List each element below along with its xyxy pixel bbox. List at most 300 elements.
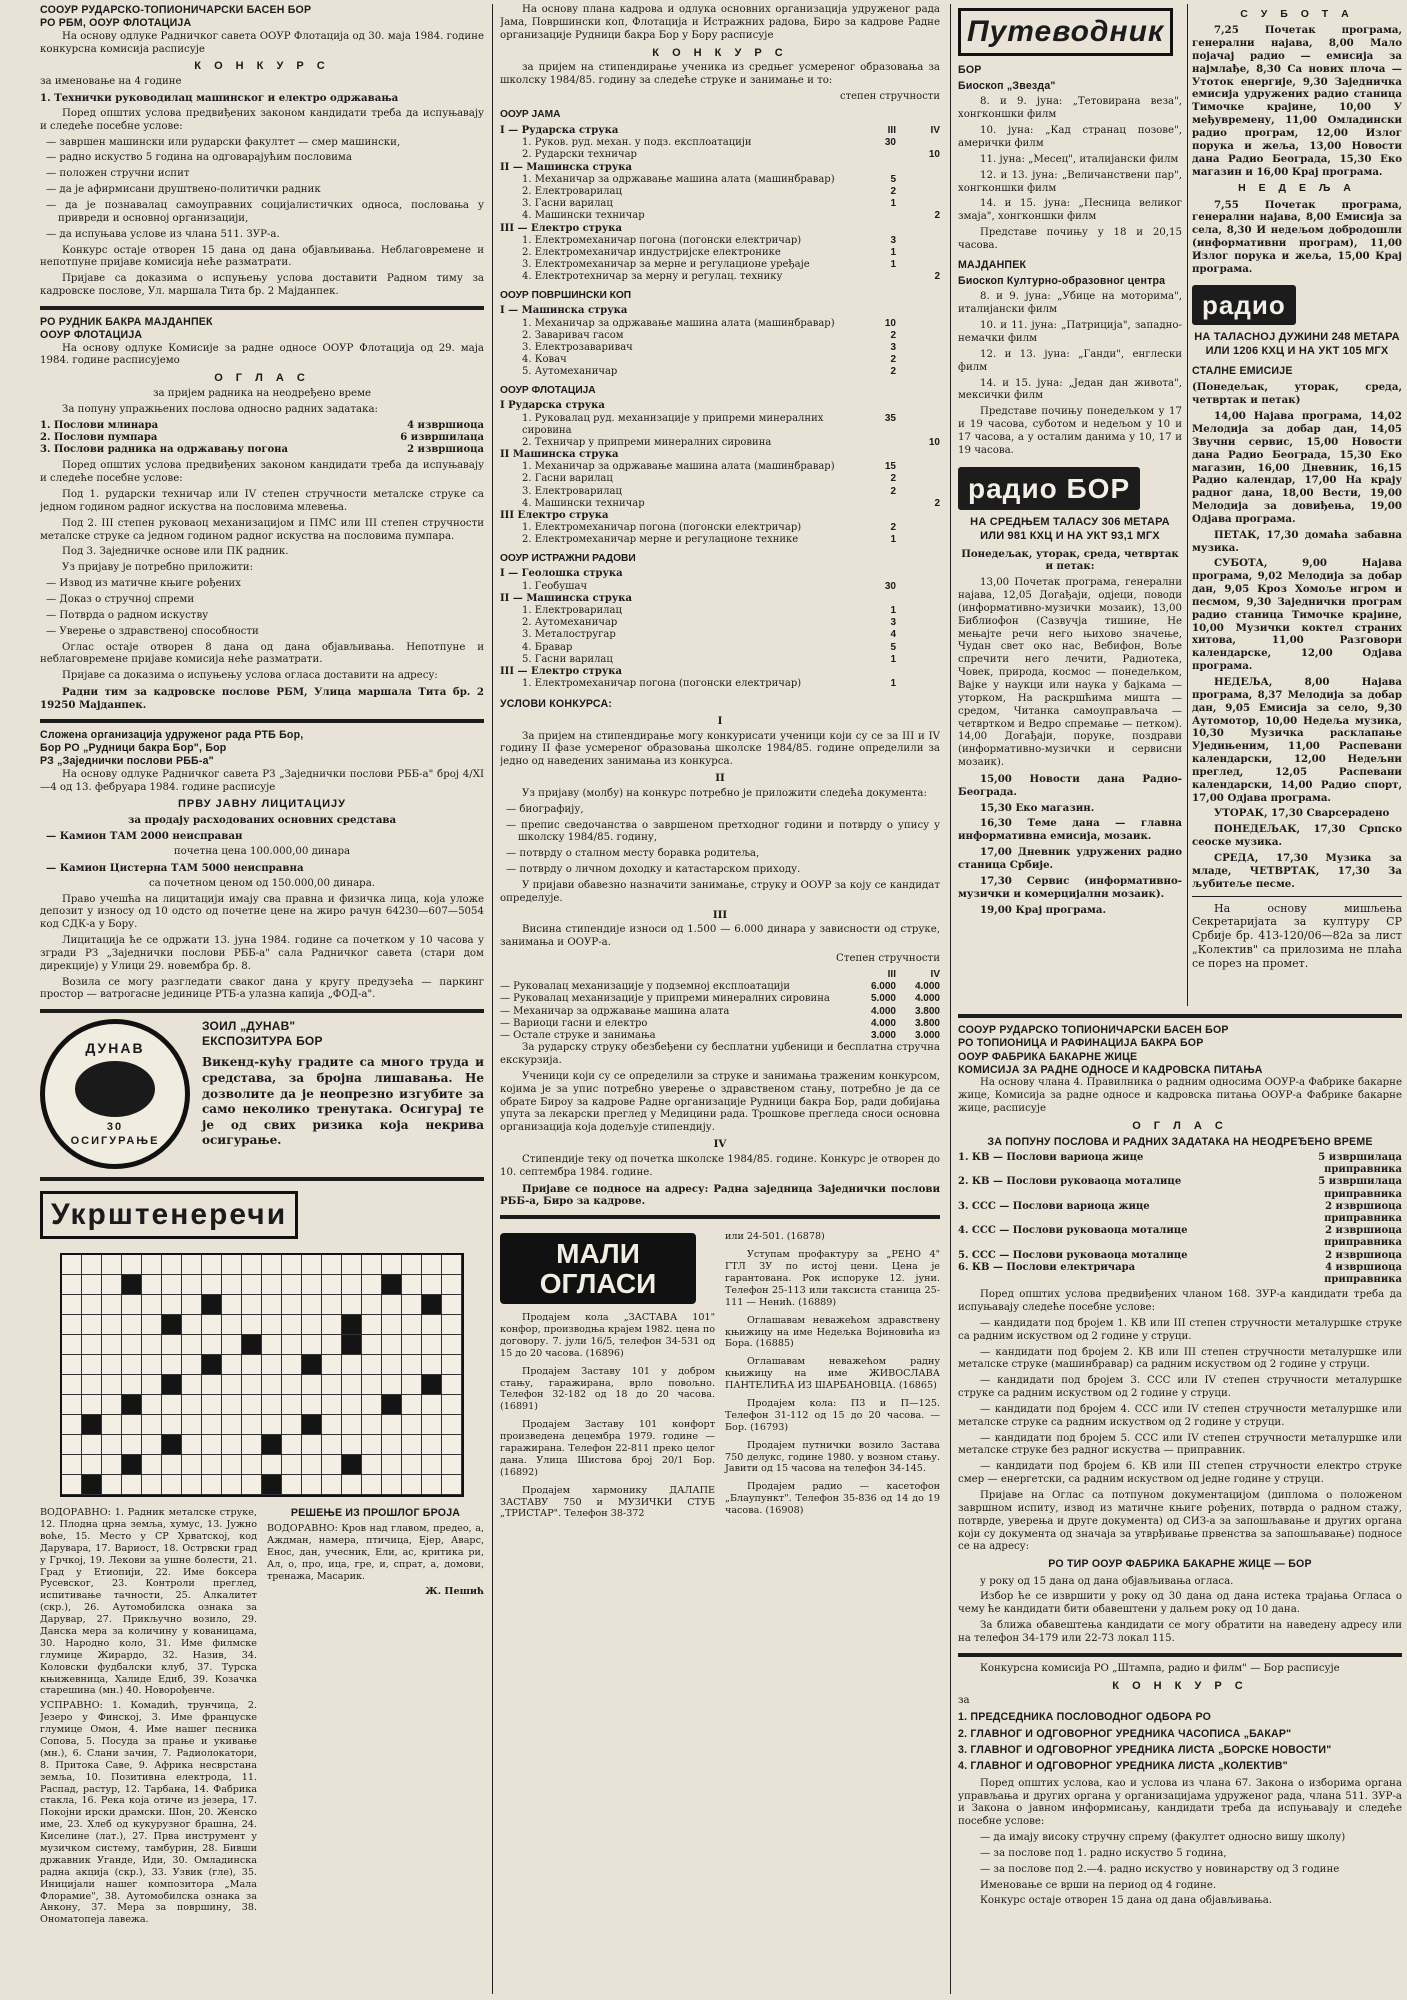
crossword-cell[interactable] (102, 1335, 122, 1355)
position-name: 3. Послови радника на одржавању погона (40, 444, 288, 456)
crossword-cell[interactable] (362, 1275, 382, 1295)
crossword-cell[interactable] (422, 1275, 442, 1295)
ad-position: 4. ГЛАВНОГ И ОДГОВОРНОГ УРЕДНИКА ЛИСТА „КОЛЕКТИВ" (958, 1760, 1288, 1773)
crossword-cell[interactable] (62, 1255, 82, 1275)
crossword-cell[interactable] (422, 1335, 442, 1355)
crossword-cell[interactable] (302, 1455, 322, 1475)
crossword-cell[interactable] (202, 1375, 222, 1395)
crossword-cell[interactable] (182, 1395, 202, 1415)
crossword-cell[interactable] (282, 1475, 302, 1495)
crossword-cell[interactable] (302, 1435, 322, 1455)
crossword-banner: Укрштенеречи (40, 1191, 298, 1239)
crossword-cell[interactable] (82, 1455, 102, 1475)
ad-text: Викенд-кућу градите са много труда и средстава, за бројна лишавања. Не дозволите да је неопрезно изгубите за само неколико тренутака. Осигурај те је од свих ризика која некрива осигурање. (202, 1055, 484, 1148)
crossword-cell[interactable] (162, 1295, 182, 1315)
column-rule (1187, 4, 1188, 1006)
trade-name: 1. Руков. руд. механ. у подз. експлоатацији (522, 137, 752, 149)
crossword-cell[interactable] (82, 1335, 102, 1355)
crossword-cell[interactable] (362, 1475, 382, 1495)
crossword-cell[interactable] (282, 1275, 302, 1295)
crossword-cell[interactable] (442, 1455, 462, 1475)
crossword-cell[interactable] (422, 1355, 442, 1375)
stipend-value: 4.000 (914, 981, 940, 993)
count-iv (896, 581, 940, 593)
crossword-cell[interactable] (162, 1395, 182, 1415)
crossword-cell[interactable] (142, 1455, 162, 1475)
crossword-cell[interactable] (62, 1335, 82, 1355)
crossword-cell[interactable] (342, 1375, 362, 1395)
crossword-cell[interactable] (102, 1295, 122, 1315)
crossword-cell[interactable] (142, 1415, 162, 1435)
radio-bor-logo: радио БОР (958, 467, 1140, 510)
table-row (500, 654, 940, 666)
crossword-cell[interactable] (382, 1375, 402, 1395)
group-table (500, 593, 940, 666)
crossword-cell[interactable] (342, 1355, 362, 1375)
crossword-cell[interactable] (402, 1475, 422, 1495)
crossword-cell[interactable] (442, 1375, 462, 1395)
crossword-cell[interactable] (322, 1455, 342, 1475)
crossword-cell[interactable] (62, 1475, 82, 1495)
crossword-cell[interactable] (82, 1315, 102, 1335)
crossword-cell[interactable] (422, 1455, 442, 1475)
crossword-cell[interactable] (102, 1435, 122, 1455)
crossword-cell[interactable] (142, 1475, 162, 1495)
crossword-cell[interactable] (362, 1255, 382, 1275)
crossword-cell[interactable] (382, 1295, 402, 1315)
crossword-cell[interactable] (442, 1395, 462, 1415)
crossword-cell[interactable] (62, 1455, 82, 1475)
count-iii: 2 (890, 522, 896, 534)
crossword-cell[interactable] (182, 1435, 202, 1455)
crossword-cell[interactable] (362, 1435, 382, 1455)
crossword-cell[interactable] (242, 1375, 262, 1395)
crossword-cell[interactable] (202, 1435, 222, 1455)
crossword-cell[interactable] (402, 1295, 422, 1315)
col-iv: IV (930, 125, 940, 137)
crossword-cell[interactable] (162, 1415, 182, 1435)
crossword-cell[interactable] (222, 1375, 242, 1395)
crossword-cell[interactable] (442, 1415, 462, 1435)
ad-item: — да је познавалац самоуправних социјалистичких односа, пословања у привреди и основној организацији, (46, 199, 484, 224)
column-rule (950, 4, 951, 1994)
crossword-cell[interactable] (322, 1475, 342, 1495)
crossword-cell[interactable] (422, 1395, 442, 1415)
crossword-cell[interactable] (282, 1395, 302, 1415)
count-iv (896, 413, 940, 437)
crossword-cell[interactable] (262, 1415, 282, 1435)
crossword-cell[interactable] (82, 1395, 102, 1415)
oour-header: ООУР ПОВРШИНСКИ КОП (500, 289, 632, 301)
table-row (958, 1262, 1402, 1286)
crossword-cell[interactable] (222, 1295, 242, 1315)
group-table (500, 449, 940, 510)
crossword-cell[interactable] (442, 1255, 462, 1275)
ad-paragraph: Пријаве на Оглас са потпуном документацијом (диплома о положеном завршном испиту, извод из матичне књиге рођених, потврдa о радном стажу, потврде, уверења и друге документа) од СИЗ-а за запошљавање и других органа који су документа од значаја за утврђивање првенства за запошљавање) подносе се на адресу: (958, 1489, 1402, 1553)
column-header: степен стручности (840, 91, 940, 103)
crossword-cell[interactable] (402, 1375, 422, 1395)
crossword-block (82, 1475, 102, 1495)
divider (958, 1014, 1402, 1018)
crossword-cell[interactable] (322, 1395, 342, 1415)
crossword-cell[interactable] (382, 1355, 402, 1375)
crossword-cell[interactable] (422, 1255, 442, 1275)
crossword-cell[interactable] (342, 1395, 362, 1415)
crossword-cell[interactable] (202, 1455, 222, 1475)
crossword-cell[interactable] (282, 1415, 302, 1435)
crossword-cell[interactable] (102, 1475, 122, 1495)
crossword-cell[interactable] (122, 1475, 142, 1495)
group-name: II Машинска струка (500, 449, 619, 461)
ad-conditions: Поред општих услова предвиђених законом кандидати треба да испуњавају и следеће посебне услове: (40, 107, 484, 132)
table-row (500, 1030, 940, 1042)
crossword-cell[interactable] (102, 1315, 122, 1335)
schedule-days: (Понедељак, уторак, среда, четвртак и петак) (1192, 381, 1402, 407)
crossword-cell[interactable] (362, 1355, 382, 1375)
crossword-cell[interactable] (402, 1415, 422, 1435)
schedule-text: 17,00 Дневник удружених радио станица Србије. (958, 846, 1182, 871)
crossword-cell[interactable] (362, 1395, 382, 1415)
crossword-cell[interactable] (122, 1355, 142, 1375)
crossword-block (422, 1375, 442, 1395)
group-name: I Рударска струка (500, 400, 605, 412)
crossword-cell[interactable] (282, 1435, 302, 1455)
crossword-cell[interactable] (242, 1315, 262, 1335)
crossword-cell[interactable] (262, 1255, 282, 1275)
count-iv (896, 259, 940, 271)
crossword-cell[interactable] (62, 1375, 82, 1395)
crossword-cell[interactable] (122, 1315, 142, 1335)
crossword-cell[interactable] (142, 1375, 162, 1395)
crossword-cell[interactable] (142, 1295, 162, 1315)
crossword-cell[interactable] (142, 1255, 162, 1275)
crossword-cell[interactable] (402, 1395, 422, 1415)
crossword-cell[interactable] (122, 1335, 142, 1355)
table-row (500, 581, 940, 593)
table-row (500, 993, 940, 1005)
crossword-cell[interactable] (122, 1375, 142, 1395)
crossword-cell[interactable] (402, 1275, 422, 1295)
section-text: Ученици који су се определили за струке и занимања траженим конкурсом, којима је за упис потребно уверење о здравственом стању, потребно је да се обрате Бироу за кадрове Радне организације Рудници бакра Бор, ради добијања упута за лекарски преглед у Медицини рада. Трошкове прегледа сноси основна организација која додељује стипендију. (500, 1070, 940, 1134)
table-row (500, 534, 940, 546)
crossword-cell[interactable] (202, 1415, 222, 1435)
crossword-cell[interactable] (262, 1315, 282, 1335)
crossword-cell[interactable] (442, 1275, 462, 1295)
crossword-cell[interactable] (82, 1275, 102, 1295)
crossword-cell[interactable] (382, 1455, 402, 1475)
crossword-cell[interactable] (382, 1475, 402, 1495)
count-iii: 1 (890, 246, 896, 258)
crossword-cell[interactable] (62, 1415, 82, 1435)
dunav-logo (40, 1019, 190, 1169)
crossword-cell[interactable] (62, 1295, 82, 1315)
crossword-cell[interactable] (102, 1375, 122, 1395)
trade-name: 1. Електромеханичар погона (погонски електричар) (522, 678, 802, 690)
crossword-cell[interactable] (222, 1435, 242, 1455)
clues-down: УСПРАВНО: 1. Комадић, трунчица, 2. Језеро у Финској, 3. Име француске глумице Омон, 4. Име нашег песника Сопова, 5. Посуда за прање и укивање (мн.), 6. Слани зачин, 7. Радиолокатори, 8. Притока Саве, 9. Африка несврстана земља, 10. Позитивна електрода, 11. Распад, растур, 12. Тарбана, 14. Фабрика стакла, 16. Река која отиче из језера, 17. Покојни ирски драмски. Шон, 20. Женско име, 23. Хлеб од кукурузног брашна, 24. Киселине (лат.), 27. Прва инструмент у музичком систему, тамбурин, 28. Бивши државник Уганде, Иди, 30. Омладинска радна акција (скр.), 33. Узвик (гле), 35. Иницијали нашег композитора „Мала Флорамие", 38. Аутомобилска ознака за Анкону, 37. Мера за површину, 38. Ономатопеја лавежа. (40, 1700, 257, 1926)
crossword-cell[interactable] (302, 1395, 322, 1415)
crossword-cell[interactable] (442, 1315, 462, 1335)
crossword-cell[interactable] (262, 1335, 282, 1355)
group-row (500, 162, 940, 174)
ad-item: — да је афирмисани друштвено-политички радник (46, 184, 321, 196)
crossword-cell[interactable] (162, 1275, 182, 1295)
crossword-cell[interactable] (142, 1395, 162, 1415)
crossword-cell[interactable] (242, 1395, 262, 1415)
crossword-cell[interactable] (142, 1335, 162, 1355)
crossword-cell[interactable] (222, 1255, 242, 1275)
movie-listing: 14. и 15. јуна: „Један дан живота", мексички филм (958, 377, 1182, 402)
crossword-cell[interactable] (302, 1255, 322, 1275)
crossword-cell[interactable] (202, 1315, 222, 1335)
crossword-cell[interactable] (162, 1255, 182, 1275)
crossword-cell[interactable] (442, 1475, 462, 1495)
crossword-cell[interactable] (282, 1315, 302, 1335)
crossword-cell[interactable] (262, 1355, 282, 1375)
crossword-cell[interactable] (262, 1375, 282, 1395)
crossword-cell[interactable] (222, 1415, 242, 1435)
trade-name: 2. Заваривач гасом (522, 329, 624, 341)
crossword-cell[interactable] (142, 1275, 162, 1295)
crossword-cell[interactable] (322, 1435, 342, 1455)
crossword-cell[interactable] (342, 1435, 362, 1455)
crossword-cell[interactable] (422, 1315, 442, 1335)
count-iii: 1 (890, 259, 896, 271)
divider (1192, 896, 1402, 897)
table-row (40, 432, 484, 444)
ad-paragraph: Оглас остаје отворен 8 дана од дана објављивања. Непотпуне и неблаговремене пријаве комисија неће разматрати. (40, 641, 484, 666)
crossword-cell[interactable] (62, 1315, 82, 1335)
crossword-cell[interactable] (342, 1275, 362, 1295)
ad-item: — кандидати под бројем 1. КВ или III степен стручности металуршке струке са радним искуством од 2 године у струци. (958, 1317, 1402, 1342)
crossword-cell[interactable] (182, 1275, 202, 1295)
crossword-cell[interactable] (202, 1475, 222, 1495)
crossword-cell[interactable] (362, 1415, 382, 1435)
stipend-col-header: Степен стручности (836, 953, 940, 965)
crossword-cell[interactable] (242, 1455, 262, 1475)
crossword-cell[interactable] (242, 1255, 262, 1275)
crossword-block (342, 1335, 362, 1355)
crossword-cell[interactable] (102, 1415, 122, 1435)
crossword-cell[interactable] (282, 1375, 302, 1395)
crossword-cell[interactable] (222, 1455, 242, 1475)
crossword-cell[interactable] (442, 1335, 462, 1355)
crossword-cell[interactable] (282, 1255, 302, 1275)
count-iv (896, 605, 940, 617)
crossword-cell[interactable] (362, 1335, 382, 1355)
crossword-cell[interactable] (82, 1435, 102, 1455)
crossword-cell[interactable] (142, 1435, 162, 1455)
count-iii: 3 (890, 234, 896, 246)
crossword-cell[interactable] (222, 1475, 242, 1495)
crossword-cell[interactable] (302, 1475, 322, 1495)
crossword-cell[interactable] (362, 1315, 382, 1335)
crossword-cell[interactable] (82, 1295, 102, 1315)
crossword-cell[interactable] (102, 1395, 122, 1415)
ad-paragraph: За ближа обавештења кандидати се могу обратити на наведену адресу или на телефон 34-179 или 22-73 локал 115. (958, 1620, 1402, 1644)
crossword-cell[interactable] (82, 1255, 102, 1275)
doc-item: — потврду о сталном месту боравка родитеља, (506, 848, 760, 860)
crossword-cell[interactable] (82, 1375, 102, 1395)
crossword-cell[interactable] (162, 1455, 182, 1475)
ad-paragraph: Избор ће се извршити у року од 30 дана од дана истека трајања Огласа о чему ће кандидати бити обавештени у дальем року од 10 дана. (958, 1591, 1402, 1616)
crossword-cell[interactable] (162, 1335, 182, 1355)
crossword-cell[interactable] (142, 1355, 162, 1375)
group-table (500, 666, 940, 690)
crossword-block (302, 1355, 322, 1375)
crossword-cell[interactable] (402, 1435, 422, 1455)
crossword-cell[interactable] (322, 1295, 342, 1315)
crossword-cell[interactable] (262, 1275, 282, 1295)
crossword-cell[interactable] (222, 1275, 242, 1295)
ad-position: 2. ГЛАВНОГ И ОДГОВОРНОГ УРЕДНИКА ЧАСОПИСА „БАКАР" (958, 1727, 1292, 1740)
trade-name: 3. Гасни варилац (522, 198, 613, 210)
crossword-cell[interactable] (282, 1355, 302, 1375)
crossword-cell[interactable] (102, 1455, 122, 1475)
classified-ad: Продајем путнички возило Застава 750 делукс, године 1980. у возном стању. Јавити од 15 часова на телефон 34-145. (725, 1439, 940, 1475)
crossword-cell[interactable] (362, 1455, 382, 1475)
count-iv (896, 461, 940, 473)
crossword-cell[interactable] (242, 1475, 262, 1495)
crossword-cell[interactable] (342, 1295, 362, 1315)
group-name: II — Машинска струка (500, 592, 633, 604)
crossword-cell[interactable] (342, 1415, 362, 1435)
crossword-cell[interactable] (202, 1335, 222, 1355)
crossword-cell[interactable] (322, 1335, 342, 1355)
crossword-cell[interactable] (342, 1475, 362, 1495)
crossword-cell[interactable] (382, 1255, 402, 1275)
table-row (500, 473, 940, 485)
crossword-cell[interactable] (182, 1255, 202, 1275)
crossword-cell[interactable] (102, 1255, 122, 1275)
crossword-cell[interactable] (402, 1335, 422, 1355)
position-count: 4 извршиоца (407, 419, 484, 431)
crossword-cell[interactable] (222, 1355, 242, 1375)
crossword-cell[interactable] (202, 1255, 222, 1275)
crossword-cell[interactable] (262, 1455, 282, 1475)
table-row (500, 605, 940, 617)
crossword-cell[interactable] (362, 1375, 382, 1395)
crossword-cell[interactable] (142, 1315, 162, 1335)
crossword-cell[interactable] (422, 1475, 442, 1495)
crossword-cell[interactable] (182, 1355, 202, 1375)
crossword-cell[interactable] (302, 1315, 322, 1335)
crossword-block (382, 1275, 402, 1295)
crossword-cell[interactable] (422, 1435, 442, 1455)
crossword-cell[interactable] (122, 1295, 142, 1315)
crossword-cell[interactable] (442, 1355, 462, 1375)
crossword-cell[interactable] (322, 1415, 342, 1435)
crossword-cell[interactable] (402, 1355, 422, 1375)
crossword-cell[interactable] (362, 1295, 382, 1315)
crossword-cell[interactable] (82, 1355, 102, 1375)
crossword-grid[interactable] (60, 1253, 464, 1497)
crossword-cell[interactable] (402, 1255, 422, 1275)
crossword-cell[interactable] (182, 1295, 202, 1315)
crossword-cell[interactable] (122, 1255, 142, 1275)
crossword-cell[interactable] (122, 1435, 142, 1455)
crossword-cell[interactable] (182, 1415, 202, 1435)
ad-position: 3. ГЛАВНОГ И ОДГОВОРНОГ УРЕДНИКА ЛИСТА „БОРСКЕ НОВОСТИ" (958, 1744, 1332, 1756)
crossword-cell[interactable] (222, 1335, 242, 1355)
crossword-cell[interactable] (162, 1475, 182, 1495)
crossword-cell[interactable] (282, 1295, 302, 1315)
crossword-cell[interactable] (242, 1355, 262, 1375)
crossword-cell[interactable] (162, 1355, 182, 1375)
crossword-cell[interactable] (202, 1395, 222, 1415)
crossword-cell[interactable] (402, 1315, 422, 1335)
crossword-cell[interactable] (242, 1295, 262, 1315)
trade-name: 1. Електромеханичар погона (погонски електричар) (522, 522, 802, 534)
crossword-cell[interactable] (322, 1315, 342, 1335)
crossword-cell[interactable] (182, 1375, 202, 1395)
ad-paragraph: Именовање се врши на период од 4 године. (980, 1879, 1217, 1891)
crossword-cell[interactable] (122, 1415, 142, 1435)
group-name: III — Електро струка (500, 665, 622, 677)
crossword-cell[interactable] (242, 1275, 262, 1295)
crossword-cell[interactable] (62, 1355, 82, 1375)
ad-subtitle: за продају расходованих основних средстава (127, 814, 397, 827)
crossword-cell[interactable] (182, 1335, 202, 1355)
crossword-cell[interactable] (382, 1435, 402, 1455)
clues-across: ВОДОРАВНО: 1. Радник металске струке, 12. Плодна црна земља, хумус, 13. Јужно воће, 15. Место у СР Хрватској, код Дарувара, 17. Вариост, 18. Острвски град у Грчкој, 19. Лекови за ушне болести, 21. Град у Етиопији, 22. Име боксера Русевског, 23. Контроли преглед, испитивање тачности, 25. Алкалитет (скр.), 26. Аутомобилска ознака за Дарувар, 27. Прикључно возило, 29. Данска мера за количину у кованицама, 30. Народно коло, 31. Име филмске глумице Жирардо, 32. Назив, 34. Коловски фудбалски клуб, 37. Турска књижевница, Халиде Едиб, 39. Козачка старешина (мн.) 40. Новорођенче. (40, 1507, 257, 1697)
showtimes: Представе почињу у 18 и 20,15 часова. (958, 227, 1182, 251)
crossword-cell[interactable] (102, 1355, 122, 1375)
crossword-cell[interactable] (282, 1335, 302, 1355)
crossword-cell[interactable] (222, 1315, 242, 1335)
crossword-cell[interactable] (382, 1415, 402, 1435)
crossword-cell[interactable] (182, 1475, 202, 1495)
crossword-cell[interactable] (62, 1275, 82, 1295)
schedule-text: 19,00 Крај програма. (980, 903, 1107, 916)
section-number: III (712, 908, 728, 921)
crossword-cell[interactable] (62, 1395, 82, 1415)
crossword-cell[interactable] (442, 1295, 462, 1315)
crossword-cell[interactable] (342, 1255, 362, 1275)
crossword-cell[interactable] (242, 1435, 262, 1455)
crossword-cell[interactable] (262, 1395, 282, 1415)
crossword-cell[interactable] (302, 1295, 322, 1315)
crossword-cell[interactable] (402, 1455, 422, 1475)
ad-item: почетна цена 100.000,00 динара (173, 845, 351, 857)
crossword-cell[interactable] (302, 1335, 322, 1355)
table-row (500, 461, 940, 473)
crossword-cell[interactable] (182, 1455, 202, 1475)
crossword-cell[interactable] (302, 1375, 322, 1395)
crossword-cell[interactable] (102, 1275, 122, 1295)
crossword-cell[interactable] (322, 1375, 342, 1395)
crossword-cell[interactable] (302, 1275, 322, 1295)
ad-item: — кандидати под бројем 5. ССС или IV степен стручности металуршке или металске струке без радног искуства — приправник. (958, 1432, 1402, 1457)
count-iv: 2 (934, 271, 940, 283)
crossword-cell[interactable] (282, 1455, 302, 1475)
crossword-cell[interactable] (422, 1415, 442, 1435)
crossword-cell[interactable] (382, 1315, 402, 1335)
count-iv (896, 629, 940, 641)
crossword-cell[interactable] (202, 1275, 222, 1295)
crossword-cell[interactable] (382, 1335, 402, 1355)
crossword-cell[interactable] (182, 1315, 202, 1335)
crossword-cell[interactable] (322, 1275, 342, 1295)
crossword-cell[interactable] (322, 1355, 342, 1375)
crossword-cell[interactable] (322, 1255, 342, 1275)
classified-ad: Оглашавам неважећом здравствену књижицу на име Недељка Војиновића из Бора. (16885) (725, 1314, 940, 1350)
crossword-cell[interactable] (442, 1435, 462, 1455)
crossword-cell[interactable] (262, 1295, 282, 1315)
crossword-cell[interactable] (62, 1435, 82, 1455)
crossword-cell[interactable] (242, 1415, 262, 1435)
crossword-cell[interactable] (222, 1395, 242, 1415)
